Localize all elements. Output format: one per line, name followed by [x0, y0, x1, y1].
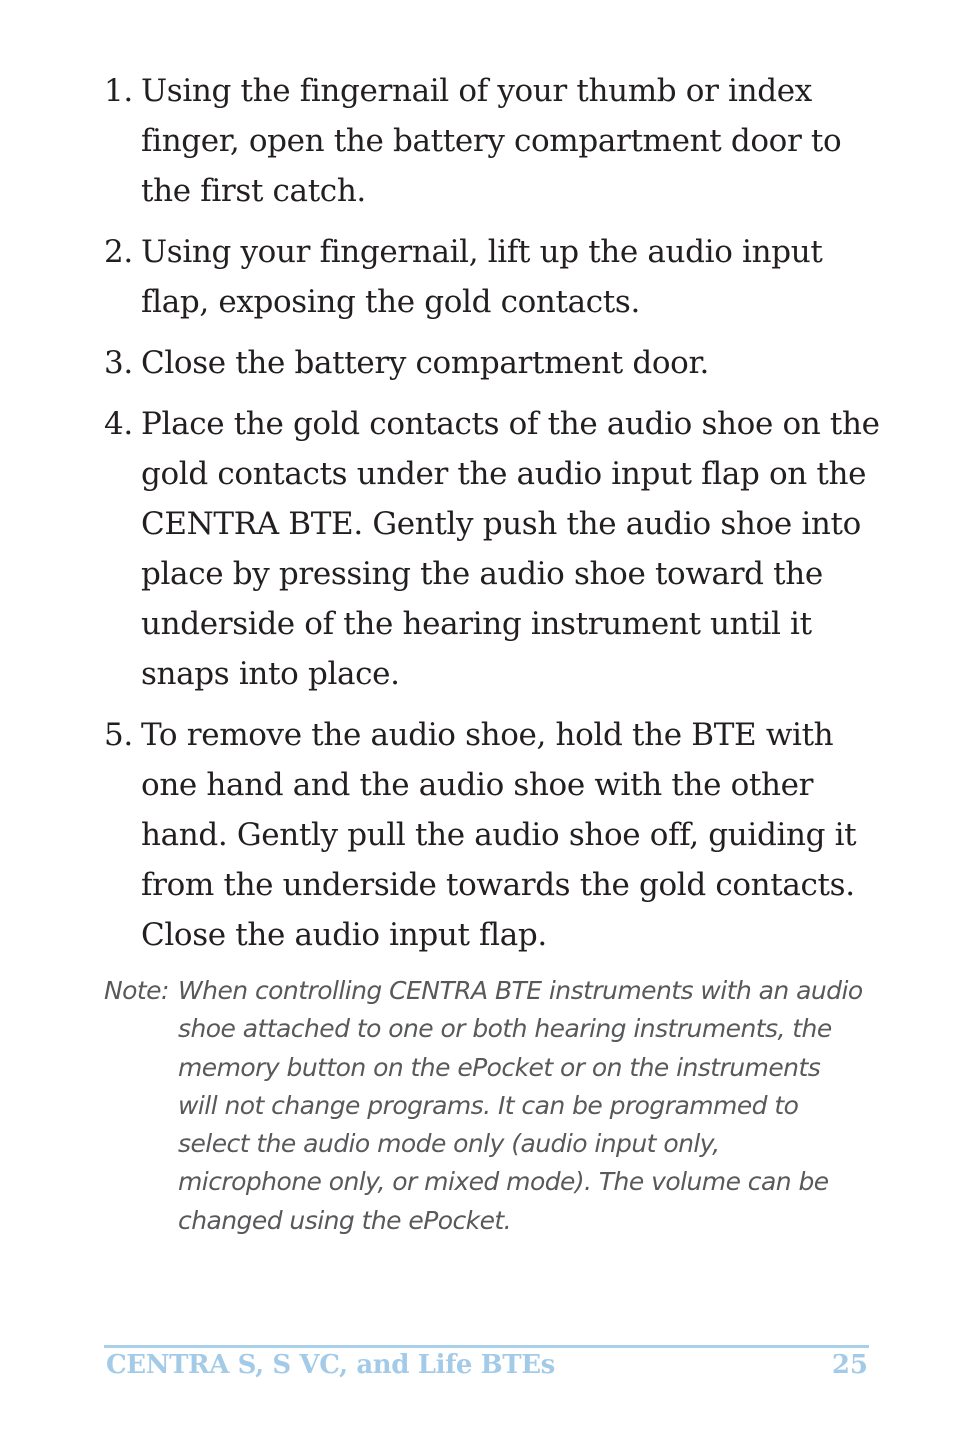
step-item: [104, 66, 884, 216]
step-text: Using your fingernail, lift up the audio input flap, exposing the gold contacts.: [141, 234, 823, 320]
note-block: [104, 972, 864, 1240]
step-item: [104, 227, 884, 327]
step-number: 1.: [104, 73, 133, 109]
footer-divider: [104, 1345, 869, 1348]
step-item: [104, 399, 884, 699]
step-text: Close the battery compartment door.: [141, 345, 710, 381]
note-text: When controlling CENTRA BTE instruments with an audio shoe attached to one or both hearing instruments, the memory button on the ePocket or on the instruments will not change programs. It can be programmed to select the audio mode only (audio input only, microphone only, or mixed mode). The volume can be changed using the ePocket.: [178, 976, 863, 1235]
instruction-steps: [104, 66, 884, 971]
page-number: 25: [831, 1350, 868, 1380]
step-text: Place the gold contacts of the audio shoe on the gold contacts under the audio input flap on the CENTRA BTE. Gently push the audio shoe into place by pressing the audio shoe toward the underside of the hearing instrument until it snaps into place.: [141, 406, 880, 692]
step-number: 3.: [104, 345, 133, 381]
step-number: 2.: [104, 234, 133, 270]
step-item: [104, 710, 884, 960]
footer-title: CENTRA S, S VC, and Life BTEs: [106, 1350, 555, 1380]
step-text: Using the fingernail of your thumb or index finger, open the battery compartment door to the first catch.: [141, 73, 842, 209]
step-text: To remove the audio shoe, hold the BTE with one hand and the audio shoe with the other hand. Gently pull the audio shoe off, guiding it from the underside towards the gold contacts. Close the audio input flap.: [141, 717, 857, 953]
note-label: Note:: [104, 976, 169, 1005]
step-number: 4.: [104, 406, 133, 442]
step-item: [104, 338, 884, 388]
step-number: 5.: [104, 717, 133, 753]
